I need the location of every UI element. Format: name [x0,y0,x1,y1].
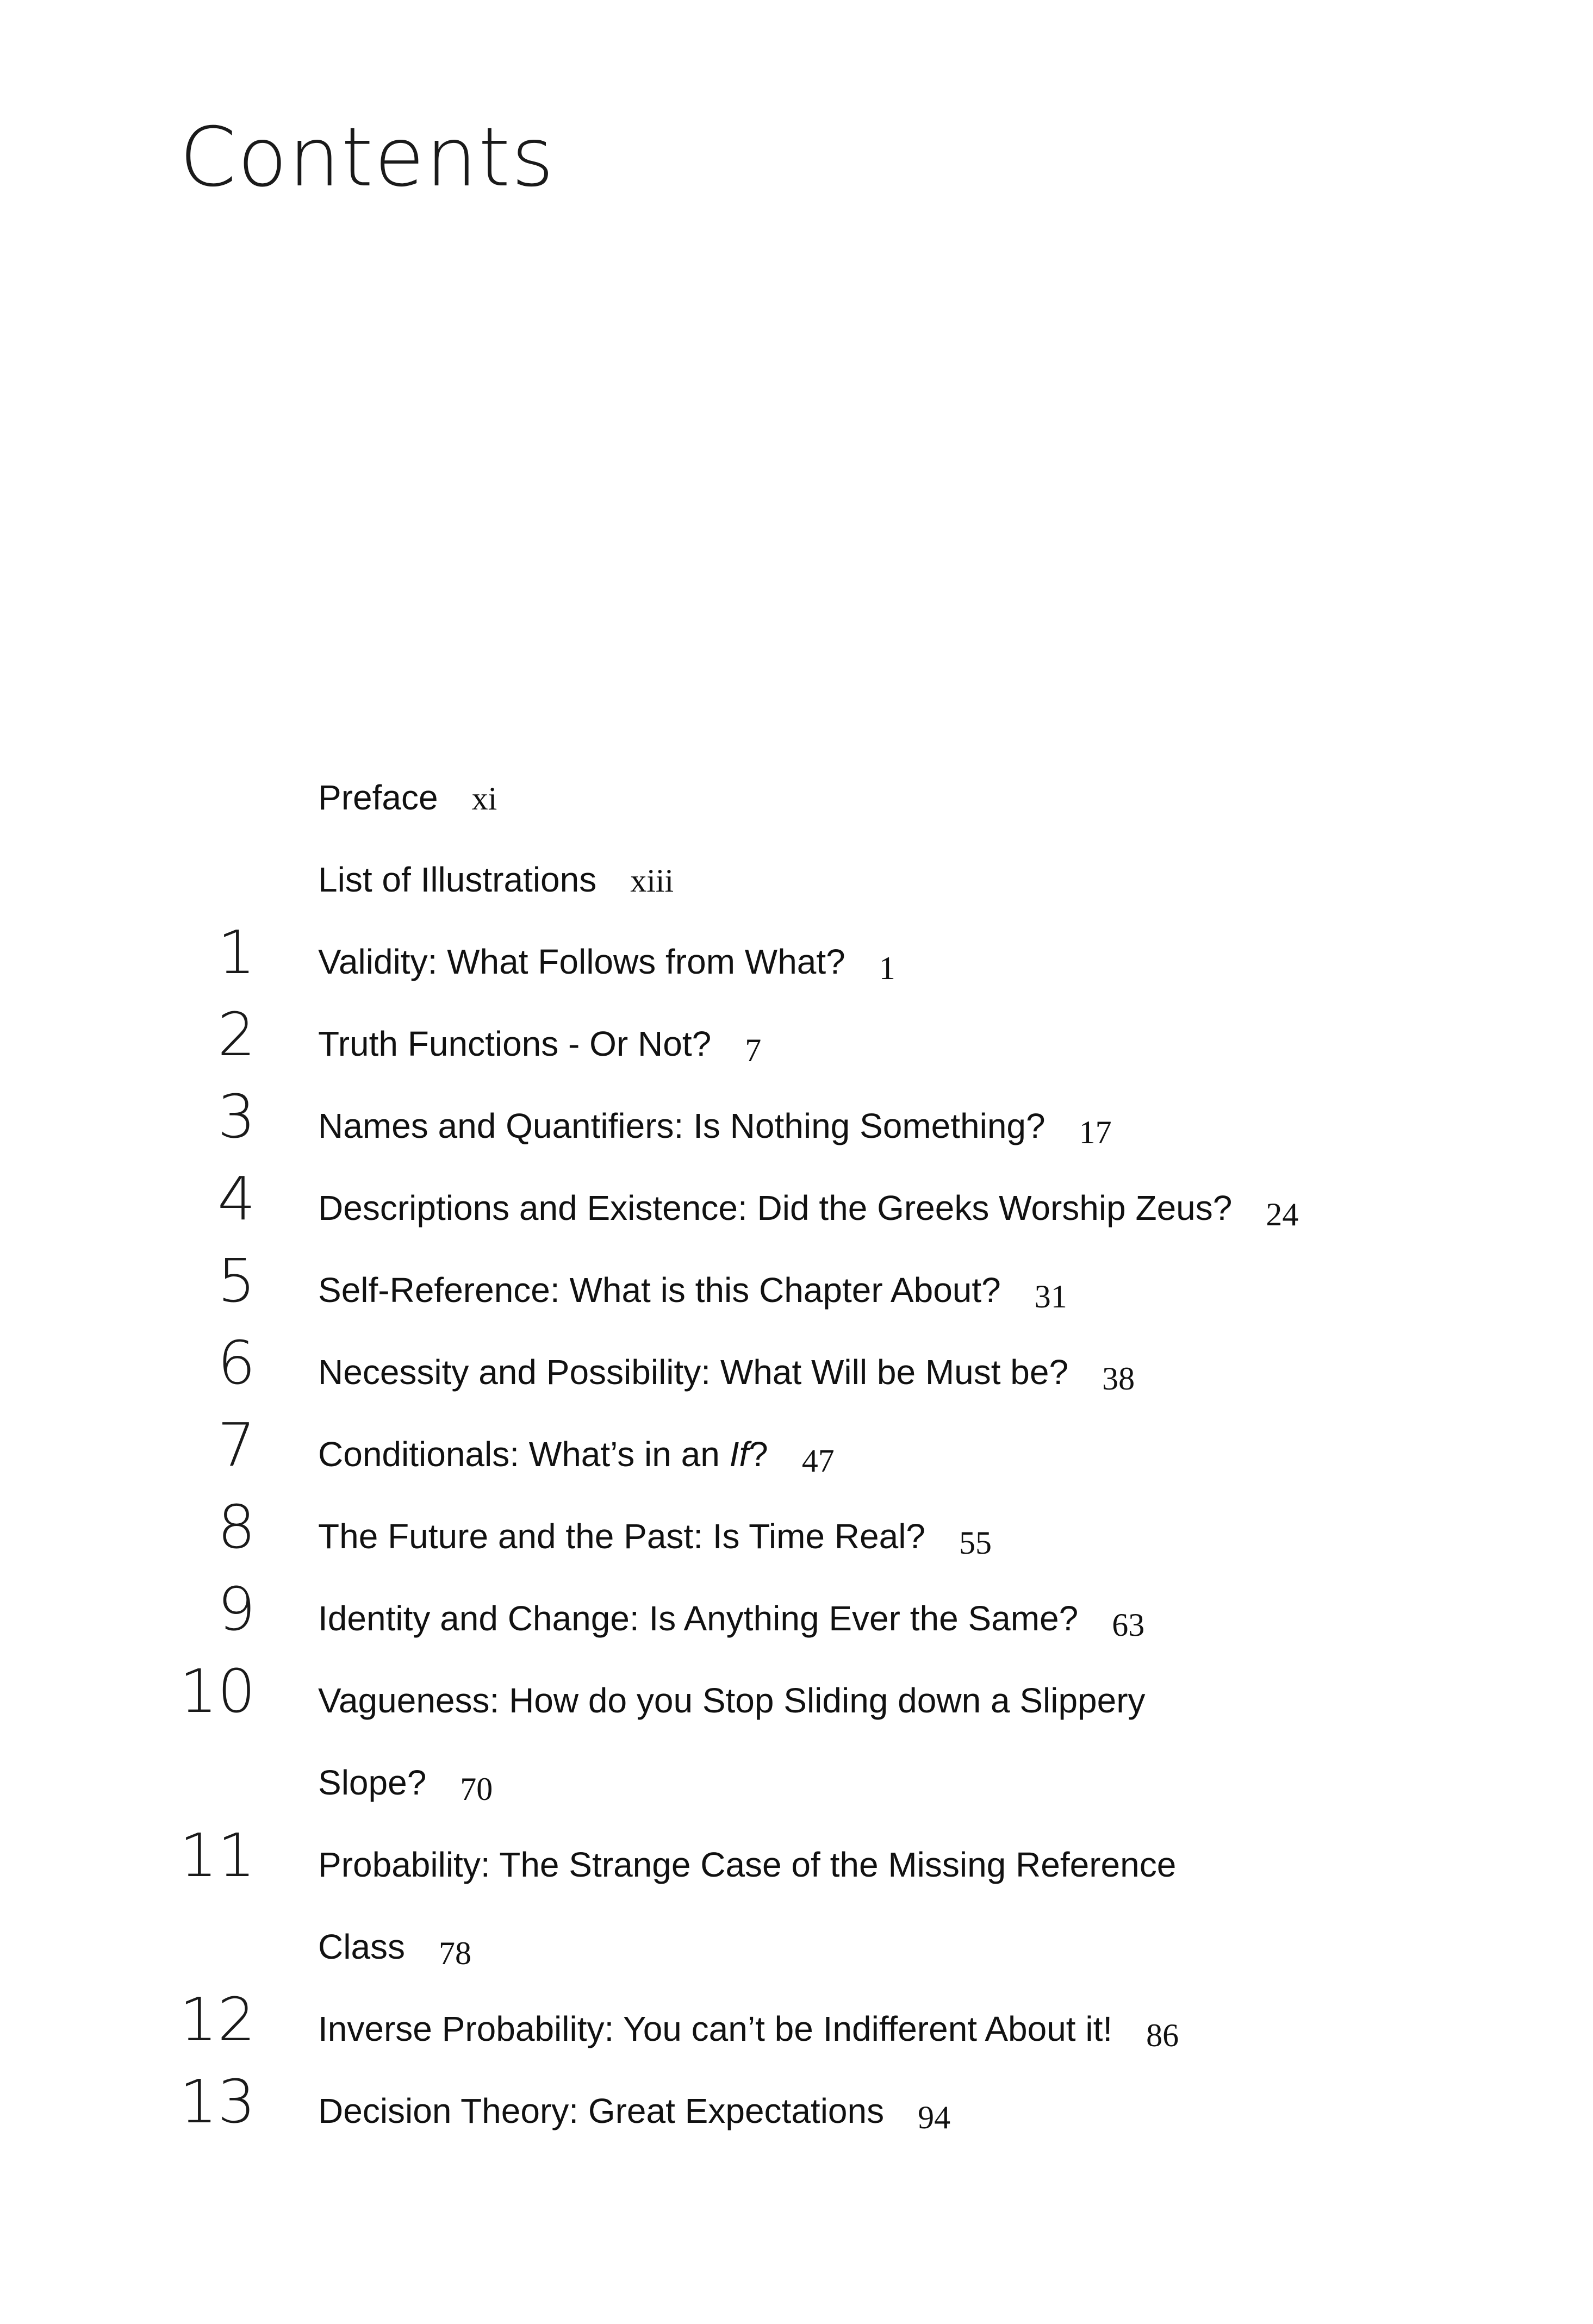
page-number: 24 [1266,1197,1299,1232]
page-number: xiii [630,863,674,899]
entry-title: Probability: The Strange Case of the Missing Reference [318,1845,1177,1884]
toc-entry-chapter-10 [0,1656,1593,1743]
toc-entry-chapter-11 [0,1821,1593,1908]
page-number: 63 [1112,1607,1145,1643]
toc-entry-chapter-11-continued [0,1908,1593,1990]
toc-entry-chapter-4 [0,1164,1593,1251]
chapter-number: 10 [179,1656,256,1726]
toc-entry-chapter-9 [0,1574,1593,1661]
chapter-number: 6 [217,1328,256,1398]
toc-entry-chapter-8 [0,1492,1593,1579]
page-number: 38 [1102,1361,1135,1397]
toc-entry-chapter-2 [0,1000,1593,1087]
page-number: 31 [1034,1279,1067,1314]
entry-title: Names and Quantifiers: Is Nothing Something? [318,1106,1046,1145]
chapter-number: 4 [217,1164,256,1233]
chapter-number: 5 [217,1246,256,1316]
chapter-number: 13 [179,2067,256,2136]
page-number: 94 [918,2099,951,2135]
chapter-number: 2 [217,1000,256,1069]
page-number: 86 [1146,2017,1179,2053]
entry-title: Decision Theory: Great Expectations [318,2091,885,2130]
entry-title: The Future and the Past: Is Time Real? [318,1517,925,1556]
page-number: 47 [801,1443,835,1479]
toc-entry-chapter-1 [0,918,1593,1005]
toc-entry-chapter-13 [0,2067,1593,2154]
entry-title-italic: If [729,1435,749,1474]
chapter-number: 3 [217,1082,256,1151]
page-number: xi [471,781,497,817]
toc-entry-chapter-6 [0,1328,1593,1415]
entry-title [318,1435,768,1474]
toc-entry-chapter-3 [0,1082,1593,1169]
page-number: 17 [1079,1114,1112,1150]
entry-title: Class [318,1927,406,1966]
toc-entry-chapter-12 [0,1985,1593,2072]
entry-title: Vagueness: How do you Stop Sliding down a Slippery [318,1681,1146,1720]
page-number: 7 [745,1032,762,1068]
entry-title: Slope? [318,1763,427,1802]
chapter-number: 11 [179,1821,256,1890]
chapter-number: 7 [217,1410,256,1480]
entry-title: Self-Reference: What is this Chapter About? [318,1270,1001,1310]
entry-title: Truth Functions - Or Not? [318,1024,712,1063]
entry-title: Validity: What Follows from What? [318,942,845,981]
toc-entry-list-of-illustrations [0,840,1593,923]
toc-entry-chapter-5 [0,1246,1593,1333]
toc-entry-chapter-7 [0,1410,1593,1497]
table-of-contents [0,758,1593,2154]
page-title: Contents [179,110,555,205]
entry-title: Inverse Probability: You can’t be Indifferent About it! [318,2009,1113,2048]
toc-entry-preface [0,758,1593,840]
page-number: 78 [439,1935,472,1971]
chapter-number: 12 [179,1985,256,2054]
chapter-number: 1 [217,918,256,987]
entry-title-part: ? [749,1435,768,1474]
entry-title: Necessity and Possibility: What Will be Must be? [318,1353,1069,1392]
entry-title: Preface [318,778,438,817]
page-number: 55 [959,1525,992,1561]
page-number: 70 [460,1771,493,1807]
page-number: 1 [879,950,895,986]
entry-title: List of Illustrations [318,860,597,899]
entry-title: Descriptions and Existence: Did the Greeks Worship Zeus? [318,1188,1233,1228]
entry-title: Identity and Change: Is Anything Ever the Same? [318,1599,1079,1638]
toc-entry-chapter-10-continued [0,1743,1593,1825]
entry-title-part: Conditionals: What’s in an [318,1435,730,1474]
chapter-number: 9 [217,1574,256,1644]
chapter-number: 8 [217,1492,256,1562]
